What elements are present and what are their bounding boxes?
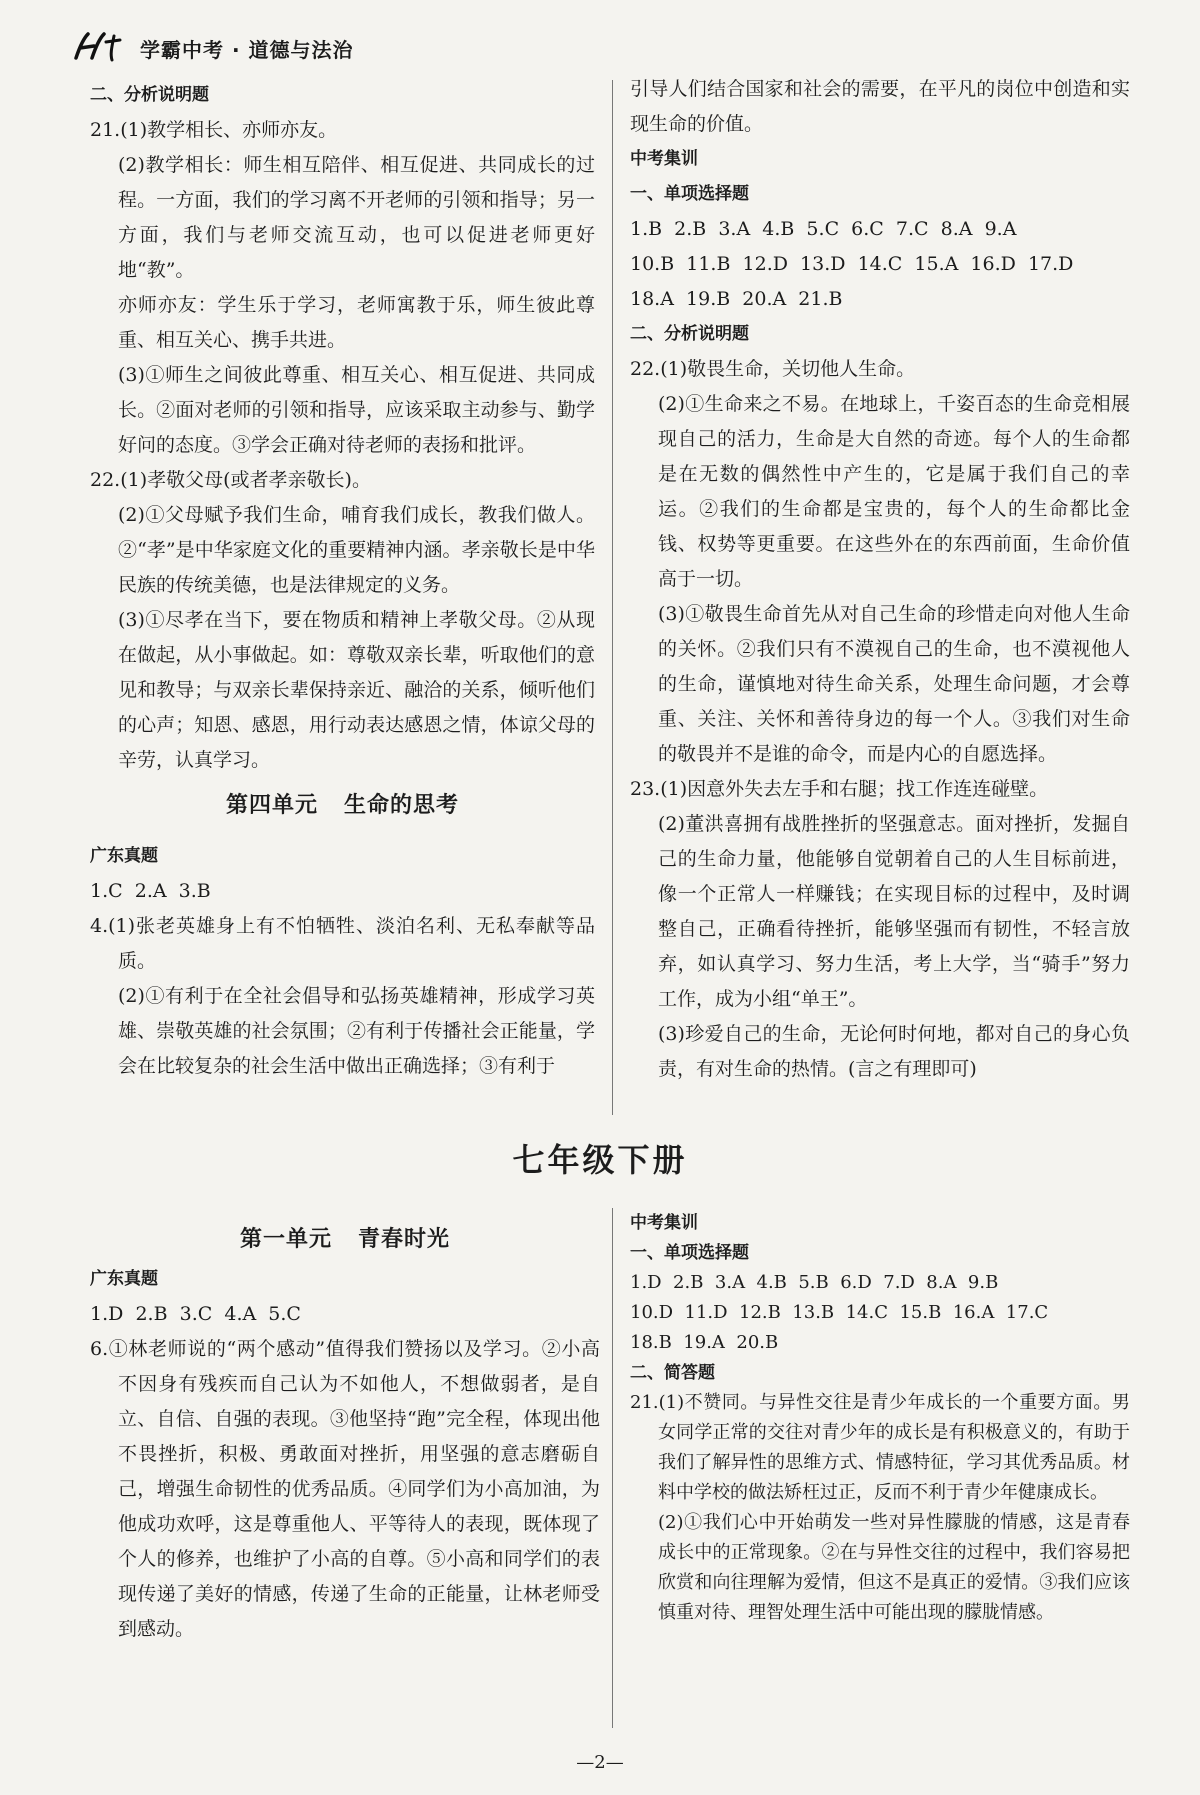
unit-number: 第一单元: [239, 1227, 332, 1252]
answer-key-row: 10.B 11.B 12.D 13.D 14.C 15.A 16.D 17.D: [630, 253, 1074, 275]
answer-paragraph: (2)教学相长：师生相互陪伴、相互促进、共同成长的过程。一方面，我们的学习离不开老师的引领和指导；另一方面，我们与老师交流互动，也可以促进老师更好地“教”。: [118, 154, 595, 281]
answer-key-row: 1.B 2.B 3.A 4.B 5.C 6.C 7.C 8.A 9.A: [630, 218, 1017, 240]
answer-key-row: 18.A 19.B 20.A 21.B: [630, 288, 843, 310]
answer-paragraph: (3)①敬畏生命首先从对自己生命的珍惜走向对他人生命的关怀。②我们只有不漠视自己的生命，也不漠视他人的生命，谨慎地对待生命关系，处理生命问题，才会尊重、关注、关怀和善待身边的每一个人。③我们对生命的敬畏并不是谁的命令，而是内心的自愿选择。: [658, 603, 1130, 765]
answer-paragraph: (3)珍爱自己的生命，无论何时何地，都对自己的身心负责，有对生命的热情。(言之有理即可): [658, 1023, 1130, 1080]
left-column-bottom: [90, 1262, 600, 1647]
answer-paragraph: 引导人们结合国家和社会的需要，在平凡的岗位中创造和实现生命的价值。: [630, 78, 1130, 135]
answer-paragraph: 亦师亦友：学生乐于学习，老师寓教于乐，师生彼此尊重、相互关心、携手共进。: [118, 294, 595, 351]
answer-paragraph: 22.(1)孝敬父母(或者孝亲敬长)。: [90, 469, 371, 491]
page-number: —2—: [576, 1752, 624, 1773]
answer-key-row: 10.D 11.D 12.B 13.B 14.C 15.B 16.A 17.C: [630, 1302, 1049, 1323]
unit-title: [90, 788, 595, 823]
answer-paragraph: 6.①林老师说的“两个感动”值得我们赞扬以及学习。②小高不因身有残疾而自己认为不如他人，不想做弱者，是自立、自信、自强的表现。③他坚持“跑”完全程，体现出他不畏挫折，积极、勇敢面对挫折，用坚强的意志磨砺自己，增强生命韧性的优秀品质。④同学们为小高加油，为他成功欢呼，这是尊重他人、平等待人的表现，既体现了个人的修养，也维护了小高的自尊。⑤小高和同学们的表现传递了美好的情感，传递了生命的正能量，让林老师受到感动。: [90, 1338, 600, 1640]
section-heading: 中考集训: [630, 149, 698, 169]
answer-paragraph: 21.(1)教学相长、亦师亦友。: [90, 119, 338, 141]
section-heading: 二、简答题: [630, 1363, 715, 1383]
answer-paragraph: 22.(1)敬畏生命，关切他人生命。: [630, 358, 916, 380]
answer-paragraph: (3)①尽孝在当下，要在物质和精神上孝敬父母。②从现在做起，从小事做起。如：尊敬双亲长辈，听取他们的意见和教导；与双亲长辈保持亲近、融洽的关系，倾听他们的心声；知恩、感恩，用行动表达感恩之情，体谅父母的辛劳，认真学习。: [118, 609, 595, 771]
column-divider-top: [612, 80, 613, 1115]
answer-key-row: 1.D 2.B 3.A 4.B 5.B 6.D 7.D 8.A 9.B: [630, 1272, 999, 1293]
answer-paragraph: 21.(1)不赞同。与异性交往是青少年成长的一个重要方面。男女同学正常的交往对青少年的成长是有积极意义的，有助于我们了解异性的思维方式、情感特征，学习其优秀品质。材料中学校的做法矫枉过正，反而不利于青少年健康成长。: [630, 1392, 1130, 1503]
answer-paragraph: (2)①生命来之不易。在地球上，千姿百态的生命竞相展现自己的活力，生命是大自然的奇迹。每个人的生命都是在无数的偶然性中产生的，它是属于我们自己的幸运。②我们的生命都是宝贵的，每个人的生命都比金钱、权势等更重要。在这些外在的东西前面，生命价值高于一切。: [658, 393, 1130, 590]
answer-key-row: 1.C 2.A 3.B: [90, 880, 211, 902]
header-title: 学霸中考 · 道德与法治: [140, 37, 354, 62]
section-heading: 广东真题: [90, 846, 158, 866]
brand-logo-icon: [70, 28, 132, 68]
answer-paragraph: (2)①有利于在全社会倡导和弘扬英雄精神，形成学习英雄、崇敬英雄的社会氛围；②有利于传播社会正能量，学会在比较复杂的社会生活中做出正确选择；③有利于: [118, 985, 595, 1077]
answer-paragraph: (2)①我们心中开始萌发一些对异性朦胧的情感，这是青春成长中的正常现象。②在与异性交往的过程中，我们容易把欣赏和向往理解为爱情，但这不是真正的爱情。③我们应该慎重对待、理智处理生活中可能出现的朦胧情感。: [658, 1512, 1130, 1623]
answer-key-row: 18.B 19.A 20.B: [630, 1332, 779, 1353]
answer-paragraph: (2)①父母赋予我们生命，哺育我们成长，教我们做人。②“孝”是中华家庭文化的重要精神内涵。孝亲敬长是中华民族的传统美德，也是法律规定的义务。: [118, 504, 595, 596]
right-column-bottom: [630, 1208, 1130, 1628]
unit-number: 第四单元: [225, 793, 318, 818]
left-column-top: [90, 78, 595, 1084]
right-column-top: [630, 72, 1130, 1087]
column-divider-bottom: [612, 1208, 613, 1728]
answer-key-row: 1.D 2.B 3.C 4.A 5.C: [90, 1303, 301, 1325]
section-heading: 广东真题: [90, 1269, 158, 1289]
section-heading: 一、单项选择题: [630, 184, 749, 204]
unit-name: 生命的思考: [344, 793, 460, 818]
unit-title: [90, 1222, 600, 1253]
answer-paragraph: 4.(1)张老英雄身上有不怕牺牲、淡泊名利、无私奉献等品质。: [90, 915, 595, 972]
section-heading: 一、单项选择题: [630, 1243, 749, 1263]
volume-title: 七年级下册: [512, 1141, 688, 1179]
section-heading: 二、分析说明题: [90, 85, 209, 105]
section-heading: 中考集训: [630, 1213, 698, 1233]
page-header: [70, 28, 354, 68]
answer-paragraph: 23.(1)因意外失去左手和右腿；找工作连连碰壁。: [630, 778, 1049, 800]
unit-name: 青春时光: [358, 1227, 451, 1252]
answer-paragraph: (3)①师生之间彼此尊重、相互关心、相互促进、共同成长。②面对老师的引领和指导，应该采取主动参与、勤学好问的态度。③学会正确对待老师的表扬和批评。: [118, 364, 595, 456]
answer-paragraph: (2)董洪喜拥有战胜挫折的坚强意志。面对挫折，发掘自己的生命力量，他能够自觉朝着自己的人生目标前进，像一个正常人一样赚钱；在实现目标的过程中，及时调整自己，正确看待挫折，能够坚强而有韧性，不轻言放弃，如认真学习、努力生活，考上大学，当“骑手”努力工作，成为小组“单王”。: [658, 813, 1130, 1010]
section-heading: 二、分析说明题: [630, 324, 749, 344]
